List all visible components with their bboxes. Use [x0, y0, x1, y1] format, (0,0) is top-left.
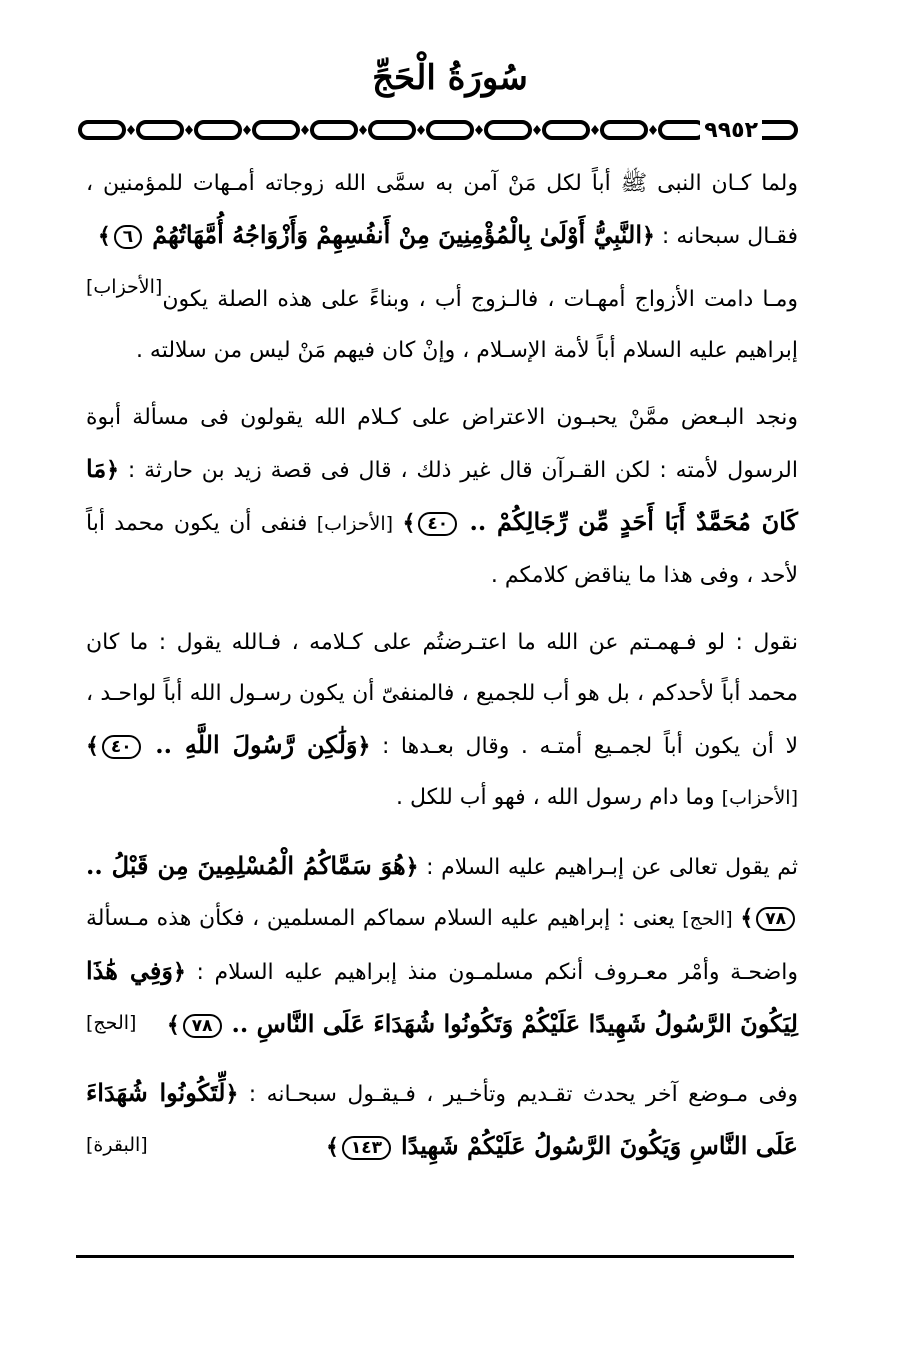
page-number: ٩٩٥٢ [700, 118, 762, 143]
quran-verse: النَّبِيُّ أَوْلَىٰ بِالْمُؤْمِنِينَ مِنْ أَنفُسِهِمْ وَأَزْوَاجُهُ أُمَّهَاتُهُمْ [152, 220, 643, 249]
paragraph-text: نقول : لو فـهمـتم عن الله ما اعتـرضتُم على كـلامه ، فـالله يقول : ما كان محمد أباً لأحدكم ، بل هو أب للجميع ، فالمنفىّ أن يكون رسـول الله أباً لواحـد ، لا أن يكون أباً لجمـيع أمتـه . وقال بعـدها : [86, 630, 799, 759]
paragraph-4 [86, 617, 798, 824]
verse-close-bracket: ﴾ [86, 733, 99, 759]
paragraph-3 [86, 392, 798, 601]
paragraph-tail-text: وما دام رسول الله ، فهو أب للكل . [396, 785, 715, 810]
ayah-number-badge: ٤٠ [102, 735, 141, 759]
quran-verse: وَفِي هَٰذَا لِيَكُونَ الرَّسُولُ شَهِيدًا عَلَيْكُمْ وَتَكُونُوا شُهَدَاءَ عَلَى النَّاسِ .. [86, 956, 798, 1038]
verse-close-bracket: ﴾ [166, 1012, 180, 1038]
quran-verse: وَلَٰكِن رَّسُولَ اللَّهِ .. [155, 730, 358, 759]
paragraph-tail-text: يعنى : إبراهيم عليه السلام سماكم المسلمين ، فكأن هذه مـسألة واضحـة وأمْر معـروف أنكم مسلمـون منذ إبراهيم عليه السلام : [86, 906, 798, 985]
verse-open-bracket: ﴿ [405, 854, 419, 880]
quran-verse: هُوَ سَمَّاكُمُ الْمُسْلِمِينَ مِن قَبْلُ .. [86, 851, 406, 880]
verse-open-bracket: ﴿ [106, 457, 120, 483]
paragraph-text: ثم يقول تعالى عن إبـراهيم عليه السلام : [426, 855, 798, 880]
paragraph-tail-text: فنفى أن يكون محمد أباً لأحد ، وفى هذا ما يناقض كلامكم . [86, 511, 798, 588]
verse-close-bracket: ﴾ [325, 1134, 339, 1160]
paragraph-6 [86, 1067, 798, 1173]
paragraph-text: ولما كـان النبى ﷺ أباً لكل مَنْ آمن به سمَّى الله زوجاته أمـهات للمؤمنين ، فقـال سبحانه : [86, 171, 798, 249]
footer-rule [76, 1255, 794, 1258]
surah-reference: [الأحزاب] [721, 787, 798, 809]
verse-open-bracket: ﴿ [642, 223, 655, 249]
quran-verse: مَا كَانَ مُحَمَّدٌ أَبَا أَحَدٍ مِّن رِّجَالِكُمْ .. [86, 454, 798, 536]
ayah-number-badge: ١٤٣ [342, 1136, 391, 1160]
ornamental-header-band [76, 116, 800, 146]
body-text [86, 158, 798, 1189]
surah-reference: [الأحزاب] [86, 276, 163, 298]
verse-close-bracket: ﴾ [740, 905, 754, 931]
ayah-number-badge: ٦ [114, 225, 142, 249]
verse-open-bracket: ﴿ [225, 1081, 239, 1107]
surah-reference: [الأحزاب] [316, 513, 394, 535]
ayah-number-badge: ٧٨ [756, 907, 795, 931]
paragraph-1 [86, 158, 798, 298]
chain-ornament [76, 116, 800, 146]
verse-close-bracket: ﴾ [97, 223, 111, 249]
verse-close-bracket: ﴾ [402, 510, 416, 536]
ayah-number-badge: ٤٠ [418, 512, 457, 536]
paragraph-text: وفى مـوضع آخر يحدث تقـديم وتأخـير ، فـيقـول سبحـانه : [248, 1082, 799, 1107]
verse-open-bracket: ﴿ [357, 733, 371, 759]
surah-title: سُورَةُ الْحَجِّ [372, 58, 528, 98]
paragraph-2 [86, 274, 798, 376]
surah-reference: [الحج] [682, 908, 733, 930]
quran-verse: لِّتَكُونُوا شُهَدَاءَ عَلَى النَّاسِ وَيَكُونَ الرَّسُولُ عَلَيْكُمْ شَهِيدًا [86, 1078, 798, 1160]
paragraph-text: ومـا دامت الأزواج أمهـات ، فالـزوج أب ، وبناءً على هذه الصلة يكون إبراهيم عليه السلام أباً لأمة الإسـلام ، وإنْ كان فيهم مَنْ ليس من سلالته . [135, 287, 798, 363]
paragraph-5 [86, 840, 798, 1051]
paragraph-text: ونجد البـعض ممَّنْ يحبـون الاعتراض على كـلام الله يقولون فى مسألة أبوة الرسول لأمته : لكن القـرآن قال غير ذلك ، قال فى قصة زيد بن حارثة : [86, 405, 798, 483]
surah-reference: [الحج] [86, 1012, 137, 1034]
surah-reference: [البقرة] [86, 1134, 148, 1156]
ayah-number-badge: ٧٨ [183, 1014, 222, 1038]
verse-open-bracket: ﴿ [172, 959, 186, 985]
